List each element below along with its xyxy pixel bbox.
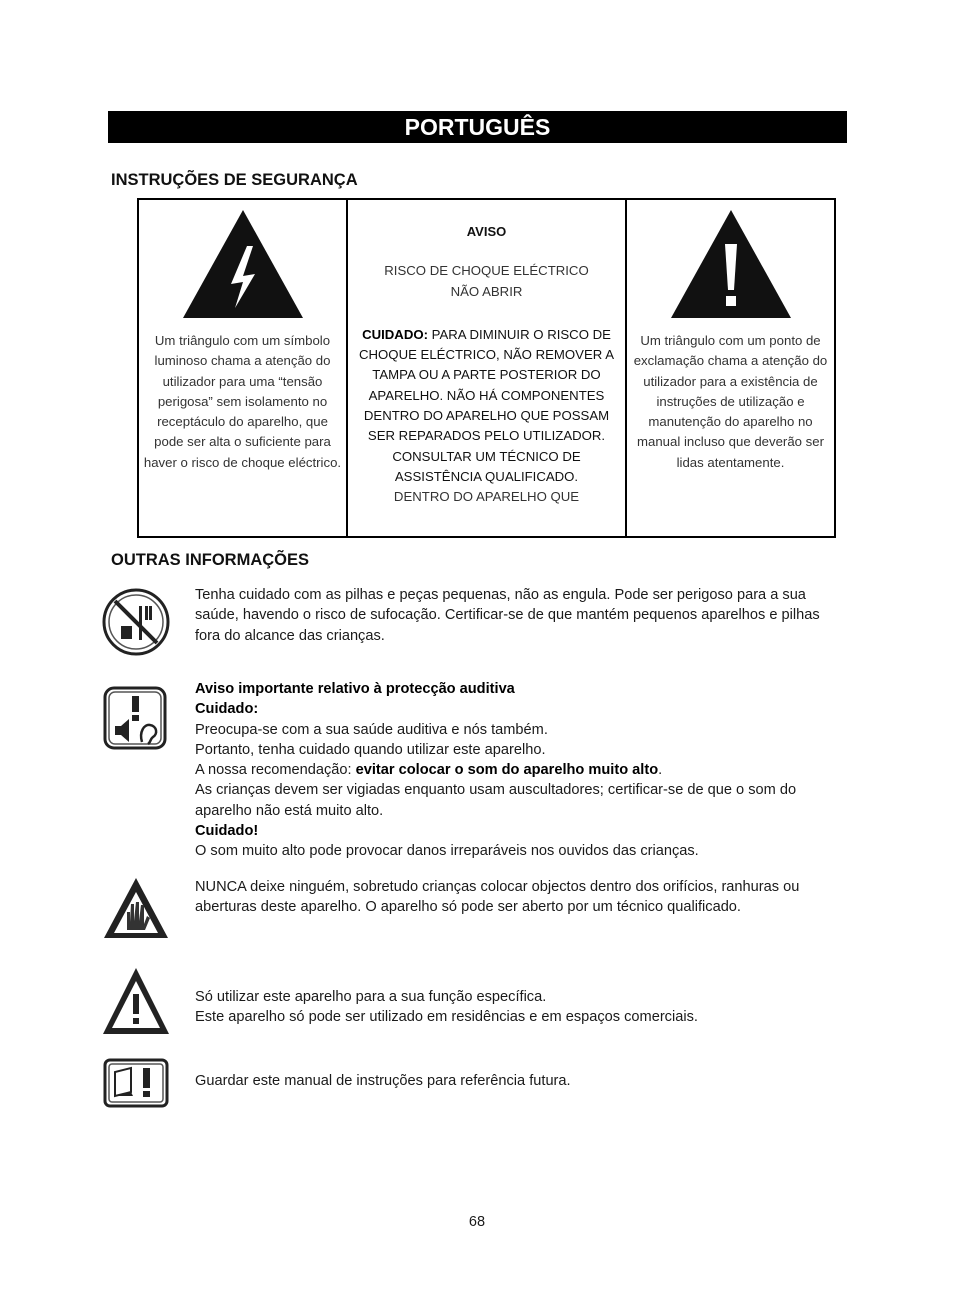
battery-warning-text: Tenha cuidado com as pilhas e peças pequenas, não as engula. Pode ser perigoso para a sua saúde, havendo o risco de sufocação. Certificar-se de que mantém pequenos aparelhos e pilhas fora do alcance das crianças. — [195, 587, 820, 644]
hearing-line-2: Portanto, tenha cuidado quando utilizar este aparelho. — [195, 741, 546, 758]
hearing-line-5: O som muito alto pode provocar danos irreparáveis nos ouvidos das crianças. — [195, 843, 699, 860]
manual-book-icon — [101, 1056, 171, 1128]
usage-line-2: Este aparelho só pode ser utilizado em residências e em espaços comerciais. — [195, 1009, 698, 1026]
safety-heading: INSTRUÇÕES DE SEGURANÇA — [111, 171, 358, 189]
risk-line-1: RISCO DE CHOQUE ELÉCTRICO — [384, 263, 589, 279]
openings-warning-text: NUNCA deixe ninguém, sobretudo crianças colocar objectos dentro dos orifícios, ranhuras ou aberturas deste aparelho. O aparelho só pode ser aberto por um técnico qualificado. — [195, 879, 800, 916]
no-swallow-icon — [101, 586, 171, 658]
hearing-line-4: As crianças devem ser vigiadas enquanto usam auscultadores; certificar-se de que o som do aparelho não está muito alto. — [195, 782, 797, 819]
warning-cell-center — [347, 199, 626, 537]
usage-text — [195, 987, 840, 1028]
risk-line-2: NÃO ABRIR — [450, 283, 523, 299]
hearing-caution-1: Cuidado: — [195, 701, 259, 718]
lightning-triangle-icon — [181, 208, 305, 320]
caution-body: PARA DIMINUIR O RISCO DE CHOQUE ELÉCTRICO, NÃO REMOVER A TAMPA OU A PARTE POSTERIOR DO APARELHO. NÃO HÁ COMPONENTES DENTRO DO APARELHO QUE POSSAM SER REPARADOS PELO UTILIZADOR. CONSULTAR UM TÉCNICO DE ASSISTÊNCIA QUALIFICADO. — [359, 326, 614, 484]
exclamation-description: Um triângulo com um ponto de exclamação chama a atenção do utilizador para a existência de instruções de utilização e manutenção do aparelho no manual incluso que deverão ser lidas atentamente. — [633, 333, 828, 470]
hand-warning-icon — [101, 874, 171, 946]
exclamation-triangle-icon — [669, 208, 793, 320]
warning-cell-lightning — [138, 199, 347, 537]
hearing-caution-2: Cuidado! — [195, 823, 259, 840]
caution-last-line: DENTRO DO APARELHO QUE — [393, 489, 580, 505]
caution-label: CUIDADO: — [362, 326, 428, 342]
hearing-title: Aviso importante relativo à protecção auditiva — [195, 681, 515, 697]
hearing-warning-icon — [101, 684, 171, 756]
page-number: 68 — [468, 1214, 486, 1230]
rec-prefix: A nossa recomendação: — [195, 762, 356, 779]
hearing-recommendation — [195, 760, 840, 780]
warning-table — [137, 198, 836, 538]
warning-cell-exclamation — [626, 199, 835, 537]
general-warning-icon — [101, 966, 171, 1038]
page-title: PORTUGUÊS — [108, 111, 847, 143]
keep-manual-text: Guardar este manual de instruções para referência futura. — [195, 1073, 571, 1089]
hearing-warning-text — [195, 679, 840, 862]
caution-text — [352, 325, 621, 487]
warning-title: AVISO — [466, 224, 507, 239]
hearing-line-1: Preocupa-se com a sua saúde auditiva e nós também. — [195, 721, 548, 738]
risk-text — [352, 261, 621, 302]
usage-line-1: Só utilizar este aparelho para a sua função específica. — [195, 989, 547, 1005]
lightning-description: Um triângulo com um símbolo luminoso chama a atenção do utilizador para uma “tensão perigosa” sem isolamento no receptáculo do aparelho, que pode ser alta o suficiente para haver o risco de choque eléctrico. — [143, 333, 342, 470]
other-info-heading: OUTRAS INFORMAÇÕES — [111, 551, 309, 569]
rec-bold: evitar colocar o som do aparelho muito alto — [355, 762, 659, 779]
rec-suffix: . — [658, 762, 663, 779]
